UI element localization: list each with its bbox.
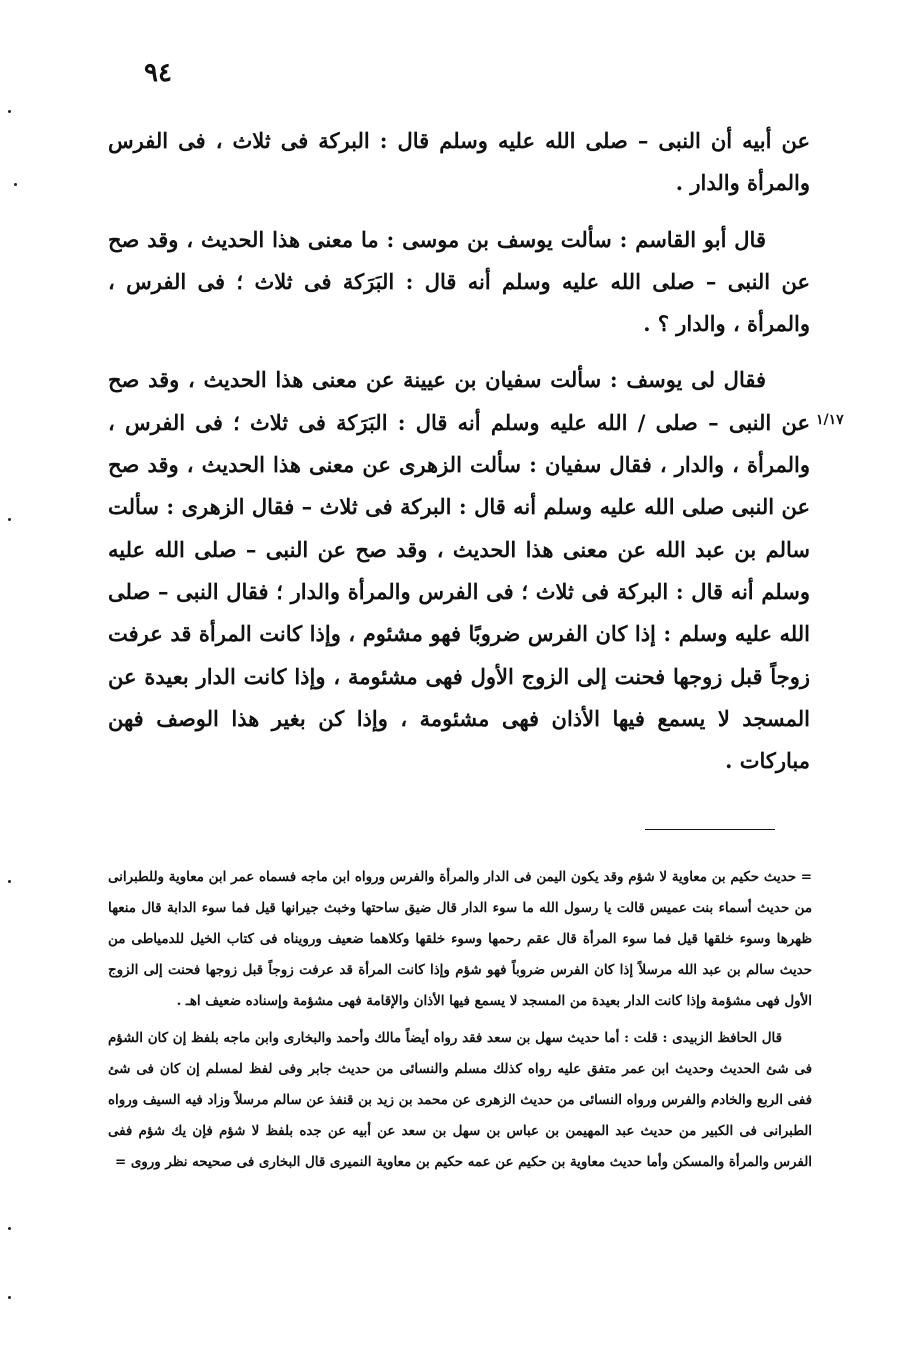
- paragraph: فقال لى يوسف : سألت سفيان بن عيينة عن معنى هذا الحديث ، وقد صح عن النبى – صلى / الله عليه وسلم أنه قال : البَرَكة فى ثلاث ؛ فى الفرس ، والمرأة ، والدار ، فقال سفيان : سألت الزهرى عن معنى هذا الحديث ، وقد صح عن النبى صلى الله عليه وسلم أنه قال : البركة فى ثلاث – فقال الزهرى : سألت سالم بن عبد الله عن معنى هذا الحديث ، وقد صح عن النبى – صلى الله عليه وسلم أنه قال : البركة فى ثلاث ؛ فى الفرس والمرأة والدار ؛ فقال النبى – صلى الله عليه وسلم : إذا كان الفرس ضروبًا فهو مشئوم ، وإذا كانت المرأة قد عرفت زوجاً قبل زوجها فحنت إلى الزوج الأول فهى مشئومة ، وإذا كانت الدار بعيدة عن المسجد لا يسمع فيها الأذان فهى مشئومة ، وإذا كن بغير هذا الوصف فهن مباركات .: [108, 367, 810, 774]
- footnote-paragraph: = حديث حكيم بن معاوية لا شؤم وقد يكون اليمن فى الدار والمرأة والفرس ورواه ابن ماجه فسماه عمر ابن معاوية وللطبرانى من حديث أسماء بنت عميس قالت يا رسول الله ما سوء الدار قال ضيق ساحتها وخبث جيرانها قيل فما سوء الدابة قال منعها ظهرها وسوء خلقها قيل فما سوء المرأة قال عقم رحمها وسوء خلقها وكلاهما ضعيف ورويناه فى كتاب الخيل للدمياطى من حديث سالم بن عبد الله مرسلاً إذا كان الفرس ضروباً فهو شؤم وإذا كانت المرأة قد عرفت زوجاً قبل زوجها فحنت إلى الزوج الأول فهى مشؤمة وإذا كانت الدار بعيدة من المسجد لا يسمع فيها الأذان والإقامة فهى مشؤمة وإسناده ضعيف اهـ .: [108, 869, 812, 1009]
- main-text: [108, 120, 810, 796]
- margin-folio-note: ١/١٧: [816, 412, 844, 428]
- footnotes: [108, 862, 812, 1184]
- page-number: ٩٤: [144, 58, 172, 88]
- paragraph: عن أبيه أن النبى – صلى الله عليه وسلم قال : البركة فى ثلاث ، فى الفرس والمرأة والدار .: [108, 128, 810, 196]
- scan-speck: [8, 518, 11, 521]
- scan-speck: [8, 110, 11, 113]
- scan-speck: [8, 1227, 11, 1230]
- footnote-separator: [645, 829, 775, 830]
- paragraph: قال أبو القاسم : سألت يوسف بن موسى : ما معنى هذا الحديث ، وقد صح عن النبى – صلى الله عليه وسلم أنه قال : البَرَكة فى ثلاث ؛ فى الفرس ، والمرأة ، والدار ؟ .: [108, 226, 810, 337]
- scan-speck: [8, 1296, 11, 1299]
- scan-speck: [14, 183, 17, 186]
- footnote-paragraph: قال الحافظ الزبيدى : قلت : أما حديث سهل بن سعد فقد رواه أيضاً مالك وأحمد والبخارى وابن ماجه بلفظ إن كان الشؤم فى شئ الحديث وحديث ابن عمر متفق عليه رواه كذلك مسلم والنسائى من حديث جابر وفى لفظ لمسلم إن كان فى شئ ففى الربع والخادم والفرس ورواه النسائى من حديث الزهرى عن محمد بن زيد بن قنفذ عن سالم مرسلاً وزاد فيه السيف ورواه الطبرانى فى الكبير من حديث عبد المهيمن بن عباس بن سهل بن سعد عن أبيه عن جده بلفظ لا شؤم فإن يك شؤم ففى الفرس والمرأة والمسكن وأما حديث معاوية بن حكيم عن عمه حكيم بن معاوية النميرى قال البخارى فى صحيحه نظر وروى =: [108, 1030, 812, 1170]
- scan-speck: [8, 880, 11, 883]
